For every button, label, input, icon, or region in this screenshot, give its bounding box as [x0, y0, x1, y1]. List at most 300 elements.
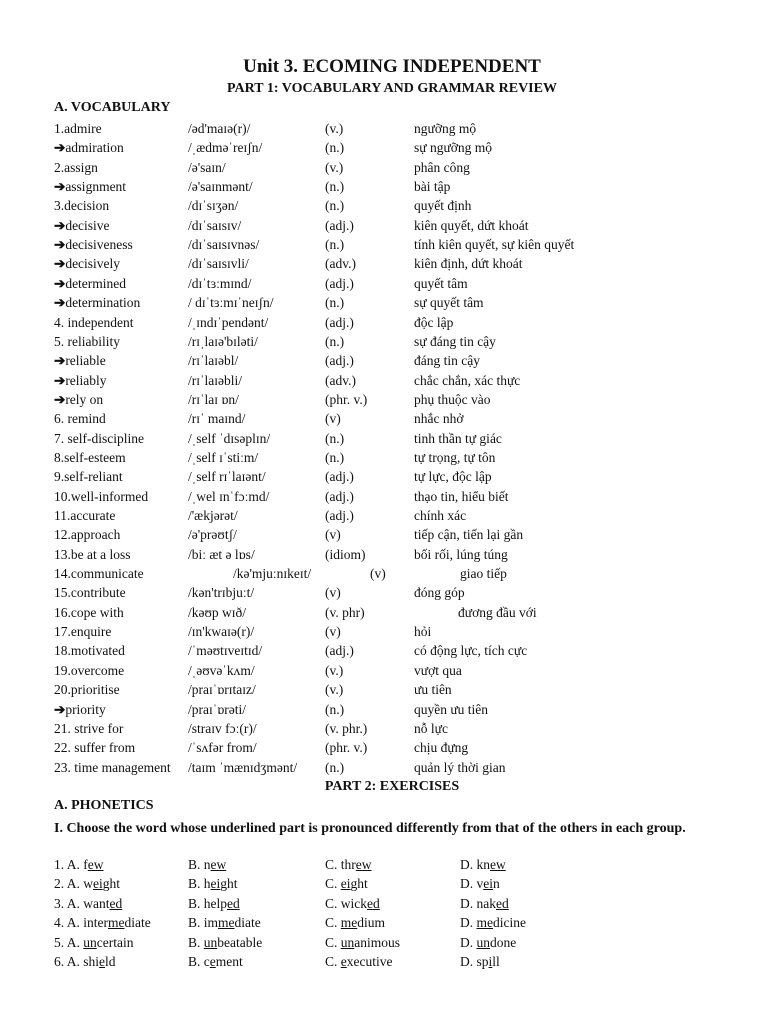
vocab-ipa: /dɪˈsaɪsɪvli/	[188, 256, 249, 272]
vocab-pos: (v.)	[325, 682, 344, 698]
exercise-instruction: I. Choose the word whose underlined part is pronounced differently from that of the others in each group.	[54, 821, 686, 836]
vocab-pos: (v)	[370, 566, 386, 582]
answer-option[interactable]	[54, 896, 122, 912]
arrow-icon: ➔	[54, 701, 66, 717]
vocab-meaning: quản lý thời gian	[414, 759, 506, 775]
vocab-pos: (v.)	[325, 662, 344, 678]
vocab-word	[54, 392, 103, 408]
vocab-meaning: sự ngưỡng mộ	[414, 140, 493, 156]
question-row	[0, 954, 768, 973]
vocab-ipa: /rɪˈ maɪnd/	[188, 411, 246, 427]
option-label: D.	[460, 915, 474, 931]
vocab-pos: (v)	[325, 527, 341, 543]
vocab-word	[54, 256, 120, 272]
vocab-word-text: admiration	[65, 140, 124, 156]
option-label: C.	[325, 954, 338, 969]
vocab-pos: (n.)	[325, 759, 345, 775]
vocab-pos: (n.)	[325, 430, 345, 446]
option-label: D.	[460, 934, 474, 950]
vocab-word-text: 22. suffer from	[54, 740, 136, 756]
underlined-part: i	[488, 954, 493, 969]
vocab-row	[0, 256, 768, 275]
vocab-word	[54, 605, 124, 621]
word-part: dium	[357, 915, 386, 931]
vocab-word-text: 7. self-discipline	[54, 430, 144, 446]
underlined-part: un	[203, 934, 218, 950]
vocab-meaning: có động lực, tích cực	[414, 643, 528, 659]
vocab-row	[0, 489, 768, 508]
vocab-ipa: /ˈməʊtɪveɪtɪd/	[188, 643, 263, 659]
vocab-word-text: 12.approach	[54, 527, 121, 543]
word-part: thr	[340, 857, 356, 872]
underlined-part: ew	[490, 857, 506, 872]
underlined-part: un	[340, 934, 355, 950]
vocab-meaning: đáng tin cậy	[414, 353, 480, 369]
vocab-ipa: /dɪˈsaɪsɪv/	[188, 217, 242, 233]
word-part: help	[203, 895, 228, 911]
vocab-row	[0, 140, 768, 159]
vocab-word-text: 2.assign	[54, 159, 98, 175]
vocab-meaning: quyết định	[414, 198, 472, 214]
vocab-ipa: /ə'saɪn/	[188, 159, 226, 175]
answer-option[interactable]	[325, 896, 380, 912]
vocab-word-text: assignment	[65, 179, 127, 195]
option-label: B.	[188, 934, 201, 950]
question-row	[0, 915, 768, 934]
vocab-word	[54, 760, 171, 776]
option-label: C.	[325, 895, 338, 911]
word-part: ld	[105, 954, 116, 969]
answer-option[interactable]	[460, 857, 506, 873]
answer-option[interactable]	[460, 935, 516, 951]
vocab-ipa: /rɪˈlaɪəbli/	[188, 372, 242, 388]
answer-option[interactable]	[188, 954, 243, 970]
vocab-row	[0, 198, 768, 217]
underlined-part: ed	[367, 895, 380, 911]
vocab-word-text: reliably	[65, 372, 107, 388]
answer-option[interactable]	[325, 954, 393, 970]
vocab-word-text: 19.overcome	[54, 662, 125, 678]
vocab-word-text: 16.cope with	[54, 604, 124, 620]
underlined-part: me	[218, 915, 235, 931]
word-part: certain	[96, 934, 134, 950]
vocab-pos: (adj.)	[325, 353, 354, 369]
word-part: want	[83, 895, 110, 911]
vocab-word-text: 3.decision	[54, 198, 110, 214]
word-part: v	[476, 876, 484, 892]
word-part: ght	[220, 876, 238, 892]
vocab-pos: (adv.)	[325, 256, 356, 272]
vocab-row	[0, 605, 768, 624]
vocab-word	[54, 469, 123, 485]
option-label: D.	[460, 954, 474, 969]
word-part: xecutive	[346, 954, 393, 969]
vocab-row	[0, 334, 768, 353]
vocab-pos: (n.)	[325, 701, 345, 717]
vocab-meaning: chịu đựng	[414, 740, 469, 756]
answer-option[interactable]	[54, 954, 116, 970]
word-part: im	[203, 915, 219, 931]
vocab-pos: (adv.)	[325, 372, 356, 388]
arrow-icon: ➔	[54, 256, 66, 272]
word-part: n	[203, 857, 211, 872]
vocab-word	[54, 508, 115, 524]
arrow-icon: ➔	[54, 237, 66, 253]
vocab-word	[54, 489, 148, 505]
vocab-meaning: quyền ưu tiên	[414, 701, 489, 717]
vocab-word-text: 5. reliability	[54, 333, 120, 349]
answer-option[interactable]	[188, 857, 226, 873]
word-part: done	[490, 934, 517, 950]
vocab-word-text: reliable	[65, 353, 106, 369]
arrow-icon: ➔	[54, 217, 66, 233]
vocab-ipa: /ə'prəʊtʃ/	[188, 527, 237, 543]
vocab-pos: (v.)	[325, 159, 344, 175]
underlined-part: ei	[93, 876, 103, 892]
vocab-word	[54, 624, 111, 640]
vocab-row	[0, 585, 768, 604]
vocabulary-heading: A. VOCABULARY	[54, 100, 171, 115]
vocab-row	[0, 121, 768, 140]
vocab-ipa: /dɪˈsaɪsɪvnəs/	[188, 237, 260, 253]
vocab-meaning: tự trọng, tự tôn	[414, 449, 496, 465]
arrow-icon: ➔	[54, 391, 66, 407]
question-row	[0, 857, 768, 876]
vocab-meaning: độc lập	[414, 314, 454, 330]
vocab-pos: (v.)	[325, 121, 344, 136]
vocab-ipa: /straɪv fɔː(r)/	[188, 720, 257, 736]
vocab-ipa: /kəʊp wɪð/	[188, 604, 247, 620]
underlined-part: ed	[109, 895, 123, 911]
option-label: 5. A.	[54, 934, 80, 950]
vocab-row	[0, 450, 768, 469]
vocab-word-text: 10.well-informed	[54, 488, 149, 504]
vocab-word-text: 1.admire	[54, 121, 102, 136]
part2-heading: PART 2: EXERCISES	[324, 779, 460, 794]
vocab-ipa: /praɪˈɒrɪtaɪz/	[188, 682, 256, 698]
vocab-ipa: /ˌself ˈdɪsəplɪn/	[188, 430, 271, 446]
vocab-word	[54, 373, 107, 389]
option-label: B.	[188, 895, 201, 911]
vocab-row	[0, 392, 768, 411]
vocab-meaning: nỗ lực	[414, 720, 448, 736]
vocab-meaning: phân công	[414, 159, 470, 175]
word-part: c	[203, 954, 210, 969]
answer-option[interactable]	[54, 876, 120, 892]
vocab-word	[54, 160, 98, 176]
vocab-meaning: tiếp cận, tiến lại gần	[414, 527, 524, 543]
option-label: B.	[188, 915, 201, 931]
vocab-word-text: 4. independent	[54, 314, 134, 330]
vocab-word-text: 8.self-esteem	[54, 449, 126, 465]
arrow-icon: ➔	[54, 372, 66, 388]
vocab-meaning: bối rối, lúng túng	[414, 546, 508, 562]
underlined-part: me	[340, 915, 358, 931]
vocab-row	[0, 760, 768, 779]
vocab-ipa: /biː æt ə lɒs/	[188, 546, 255, 562]
vocab-row	[0, 469, 768, 488]
vocab-meaning: sự đáng tin cậy	[414, 333, 496, 349]
answer-option[interactable]	[460, 896, 509, 912]
vocab-ipa: / dɪˈtɜːmɪˈneɪʃn/	[188, 295, 274, 311]
word-part: wick	[340, 895, 368, 911]
word-part: ment	[215, 954, 243, 969]
vocab-pos: (n.)	[325, 295, 345, 311]
vocab-meaning: quyết tâm	[414, 275, 468, 291]
vocab-row	[0, 353, 768, 372]
option-label: D.	[460, 857, 474, 872]
word-part: beatable	[217, 934, 263, 950]
option-label: B.	[188, 954, 201, 969]
answer-option[interactable]	[188, 896, 240, 912]
option-label: 1. A.	[54, 857, 80, 872]
vocab-ipa: /ˌwel ɪnˈfɔːmd/	[188, 488, 270, 504]
vocab-word	[54, 121, 102, 137]
answer-option[interactable]	[188, 876, 238, 892]
vocab-row	[0, 740, 768, 759]
option-label: C.	[325, 876, 338, 892]
vocab-row	[0, 643, 768, 662]
vocab-ipa: /dɪˈtɜːmɪnd/	[188, 275, 252, 291]
vocab-word	[54, 740, 135, 756]
vocab-meaning: ưu tiên	[414, 682, 452, 698]
vocab-word	[54, 702, 106, 718]
vocab-row	[0, 315, 768, 334]
vocab-pos: (v)	[325, 585, 341, 601]
vocab-pos: (n.)	[325, 140, 345, 156]
vocab-row	[0, 508, 768, 527]
answer-option[interactable]	[325, 935, 400, 951]
answer-option[interactable]	[460, 876, 500, 892]
vocab-meaning: sự quyết tâm	[414, 295, 484, 311]
vocab-row	[0, 160, 768, 179]
vocab-pos: (phr. v.)	[325, 391, 368, 407]
vocab-ipa: /rɪˈlaɪ ɒn/	[188, 391, 239, 407]
word-part: dicine	[493, 915, 526, 931]
vocab-word-text: 6. remind	[54, 411, 106, 427]
vocab-word	[54, 237, 133, 253]
vocab-row	[0, 295, 768, 314]
vocab-word-text: 14.communicate	[54, 566, 144, 582]
vocab-word	[54, 585, 126, 601]
vocab-pos: (adj.)	[325, 275, 354, 291]
vocab-word	[54, 643, 125, 659]
underlined-part: un	[476, 934, 490, 950]
vocab-meaning: giao tiếp	[460, 566, 507, 582]
vocab-pos: (adj.)	[325, 314, 354, 330]
vocab-word	[54, 198, 109, 214]
answer-option[interactable]	[325, 915, 385, 931]
answer-option[interactable]	[54, 935, 134, 951]
vocab-ipa: /ɪn'kwaɪə(r)/	[188, 624, 255, 640]
vocab-meaning: chính xác	[414, 508, 467, 523]
vocab-ipa: /dɪˈsɪʒən/	[188, 198, 239, 214]
vocab-word	[54, 663, 124, 679]
vocab-ipa: /'ækjərət/	[188, 508, 238, 523]
vocab-word	[54, 179, 126, 195]
option-label: D.	[460, 895, 474, 911]
vocab-meaning: tinh thần tự giác	[414, 430, 502, 446]
answer-option[interactable]	[325, 876, 368, 892]
vocab-row	[0, 527, 768, 546]
vocab-word	[54, 295, 140, 311]
vocab-ipa: /rɪˈlaɪəbl/	[188, 353, 239, 369]
vocab-meaning: vượt qua	[414, 662, 462, 678]
vocab-row	[0, 237, 768, 256]
option-label: C.	[325, 915, 338, 931]
vocab-ipa: /praɪˈɒrəti/	[188, 701, 247, 717]
vocab-word	[54, 682, 120, 698]
option-label: 6. A.	[54, 954, 80, 969]
vocab-word	[54, 218, 110, 234]
vocab-meaning: tính kiên quyết, sự kiên quyết	[414, 237, 575, 253]
word-part: f	[83, 857, 88, 872]
option-label: B.	[188, 857, 201, 872]
vocab-word-text: 15.contribute	[54, 585, 126, 601]
vocab-row	[0, 373, 768, 392]
vocab-word-text: priority	[65, 701, 106, 717]
vocab-meaning: đương đầu với	[458, 604, 537, 620]
answer-option[interactable]	[325, 857, 372, 873]
vocab-pos: (v)	[325, 411, 341, 427]
vocab-word	[54, 547, 131, 563]
option-label: D.	[460, 876, 474, 892]
page-title: Unit 3. ECOMING INDEPENDENT	[243, 56, 541, 77]
vocab-ipa: /ˌəʊvəˈkʌm/	[188, 662, 255, 678]
vocab-word	[54, 721, 123, 737]
vocab-ipa: /ˈsʌfər from/	[188, 740, 257, 756]
vocab-meaning: bài tập	[414, 179, 451, 195]
vocab-row	[0, 702, 768, 721]
word-part: ght	[350, 876, 368, 892]
vocab-row	[0, 411, 768, 430]
vocab-pos: (n.)	[325, 237, 345, 253]
vocab-meaning: phụ thuộc vào	[414, 391, 491, 407]
underlined-part: e	[340, 954, 347, 969]
option-label: B.	[188, 876, 201, 892]
vocab-pos: (v)	[325, 624, 341, 640]
vocab-word	[54, 353, 106, 369]
answer-option[interactable]	[460, 954, 500, 970]
underlined-part: e	[99, 954, 106, 969]
underlined-part: ed	[496, 895, 509, 911]
vocab-pos: (adj.)	[325, 217, 354, 233]
vocab-word	[54, 411, 106, 427]
arrow-icon: ➔	[54, 295, 66, 311]
underlined-part: e	[209, 954, 216, 969]
underlined-part: me	[476, 915, 493, 931]
vocab-pos: (adj.)	[325, 469, 354, 485]
vocab-pos: (n.)	[325, 449, 345, 465]
vocab-row	[0, 218, 768, 237]
vocab-pos: (adj.)	[325, 488, 354, 504]
option-label: 2. A.	[54, 876, 80, 892]
question-row	[0, 935, 768, 954]
vocab-word-text: 18.motivated	[54, 643, 125, 659]
underlined-part: ei	[483, 876, 493, 892]
vocab-word-text: decisively	[65, 256, 121, 272]
vocab-pos: (adj.)	[325, 643, 354, 659]
vocab-ipa: /ˌɪndɪˈpendənt/	[188, 314, 269, 330]
vocab-pos: (idiom)	[325, 546, 366, 562]
vocab-meaning: đóng góp	[414, 585, 465, 601]
word-part: shi	[83, 954, 100, 969]
option-label: C.	[325, 857, 338, 872]
underlined-part: ei	[340, 876, 351, 892]
phonetics-heading: A. PHONETICS	[54, 798, 154, 813]
vocab-word	[54, 566, 144, 582]
vocab-word-text: 9.self-reliant	[54, 469, 123, 485]
vocab-word	[54, 315, 133, 331]
vocab-word-text: rely on	[65, 391, 104, 407]
vocab-meaning: kiên quyết, dứt khoát	[414, 217, 529, 233]
vocab-ipa: /əd'maɪə(r)/	[188, 121, 251, 136]
answer-option[interactable]	[188, 915, 261, 931]
vocab-row	[0, 721, 768, 740]
word-part: sp	[476, 954, 489, 969]
vocab-word	[54, 431, 144, 447]
vocab-word	[54, 450, 126, 466]
vocab-word	[54, 527, 120, 543]
vocab-word-text: 21. strive for	[54, 720, 124, 736]
word-part: animous	[354, 934, 401, 950]
underlined-part: me	[108, 915, 125, 931]
vocab-meaning: hỏi	[414, 624, 432, 640]
vocab-pos: (v. phr.)	[325, 720, 368, 736]
vocab-ipa: /taɪm ˈmænɪdʒmənt/	[188, 759, 298, 775]
vocab-word-text: 17.enquire	[54, 624, 112, 640]
vocab-pos: (adj.)	[325, 508, 354, 523]
arrow-icon: ➔	[54, 140, 66, 156]
vocab-row	[0, 431, 768, 450]
vocab-word-text: 11.accurate	[54, 508, 116, 523]
word-part: inter	[83, 915, 109, 931]
option-label: 3. A.	[54, 895, 80, 911]
vocab-word	[54, 334, 120, 350]
part1-heading: PART 1: VOCABULARY AND GRAMMAR REVIEW	[227, 81, 557, 96]
vocab-ipa: /rɪˌlaɪə'bɪləti/	[188, 333, 258, 349]
vocab-pos: (v. phr)	[325, 604, 365, 620]
vocab-word-text: 20.prioritise	[54, 682, 120, 698]
vocab-meaning: kiên định, dứt khoát	[414, 256, 523, 272]
vocab-word-text: determination	[65, 295, 141, 311]
vocab-row	[0, 547, 768, 566]
option-label: 4. A.	[54, 915, 80, 931]
underlined-part: ei	[210, 876, 221, 892]
answer-option[interactable]	[54, 915, 151, 931]
vocab-meaning: ngưỡng mộ	[414, 121, 477, 136]
vocab-row	[0, 624, 768, 643]
underlined-part: ew	[355, 857, 372, 872]
answer-option[interactable]	[460, 915, 526, 931]
vocab-ipa: /ˌself ɪˈstiːm/	[188, 449, 259, 465]
vocab-pos: (n.)	[325, 333, 345, 349]
vocab-ipa: /kən'trɪbjuːt/	[188, 585, 255, 601]
underlined-part: ew	[87, 857, 104, 872]
vocab-row	[0, 663, 768, 682]
vocab-meaning: thạo tin, hiểu biết	[414, 488, 509, 504]
vocab-row	[0, 566, 768, 585]
vocab-ipa: /ˌædməˈreɪʃn/	[188, 140, 263, 156]
underlined-part: ew	[210, 857, 227, 872]
vocab-word-text: determined	[65, 275, 127, 291]
answer-option[interactable]	[54, 857, 104, 873]
vocab-word-text: 13.be at a loss	[54, 546, 131, 562]
answer-option[interactable]	[188, 935, 262, 951]
question-row	[0, 896, 768, 915]
vocab-word-text: decisive	[65, 217, 110, 233]
vocab-row	[0, 276, 768, 295]
